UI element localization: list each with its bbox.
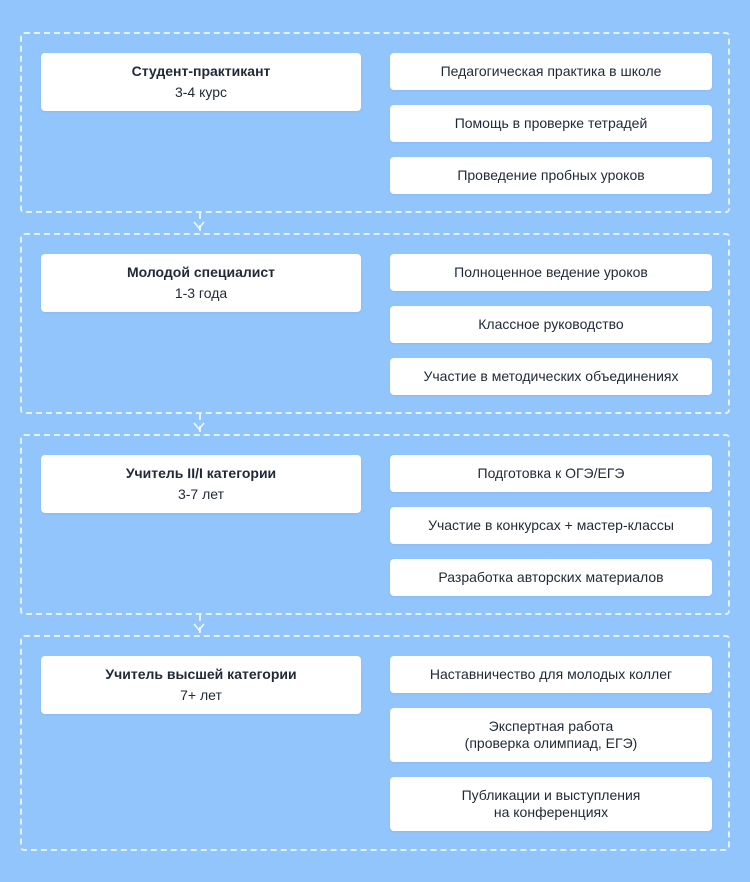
role-card [41, 656, 361, 714]
duty-card [390, 777, 712, 831]
arrow-down-icon [193, 220, 203, 230]
duty-text: Подготовка к ОГЭ/ЕГЭ [477, 465, 625, 481]
role-years: 3-4 курс [174, 84, 228, 100]
role-years: 7+ лет [180, 687, 222, 703]
role-card [41, 254, 361, 312]
duty-card [390, 53, 712, 90]
duty-card [390, 708, 712, 762]
duty-text: Классное руководство [478, 316, 624, 332]
duty-card [390, 306, 712, 343]
duty-text: Помощь в проверке тетрадей [454, 115, 648, 131]
duty-text: Разработка авторских материалов [438, 569, 664, 585]
duty-text: Полноценное ведение уроков [454, 264, 648, 280]
stage-highest-category [20, 635, 730, 851]
role-title: Учитель II/I категории [125, 465, 277, 481]
stage-teacher-category [20, 434, 730, 615]
duty-text: Наставничество для молодых коллег [429, 666, 673, 682]
duty-card [390, 559, 712, 596]
duty-text: Публикации и выступления на конференциях [461, 787, 641, 820]
duty-card [390, 254, 712, 291]
stage-young-specialist [20, 233, 730, 414]
duty-text: Участие в методических объединениях [423, 368, 679, 384]
stage-student [20, 32, 730, 213]
arrow-down-icon [193, 622, 203, 632]
role-card [41, 455, 361, 513]
duty-card [390, 358, 712, 395]
duty-card [390, 105, 712, 142]
duty-text: Проведение пробных уроков [457, 167, 645, 183]
role-title: Учитель высшей категории [105, 666, 297, 682]
role-title: Молодой специалист [126, 264, 276, 280]
duty-card [390, 455, 712, 492]
duty-card [390, 507, 712, 544]
role-years: 3-7 лет [177, 486, 225, 502]
arrow-down-icon [193, 421, 203, 431]
role-title: Студент-практикант [131, 63, 271, 79]
duty-text: Участие в конкурсах + мастер-классы [428, 517, 674, 533]
duty-text: Экспертная работа (проверка олимпиад, ЕГЭ) [464, 718, 638, 751]
role-card [41, 53, 361, 111]
duty-card [390, 656, 712, 693]
duty-text: Педагогическая практика в школе [440, 63, 662, 79]
role-years: 1-3 года [174, 285, 228, 301]
duty-card [390, 157, 712, 194]
